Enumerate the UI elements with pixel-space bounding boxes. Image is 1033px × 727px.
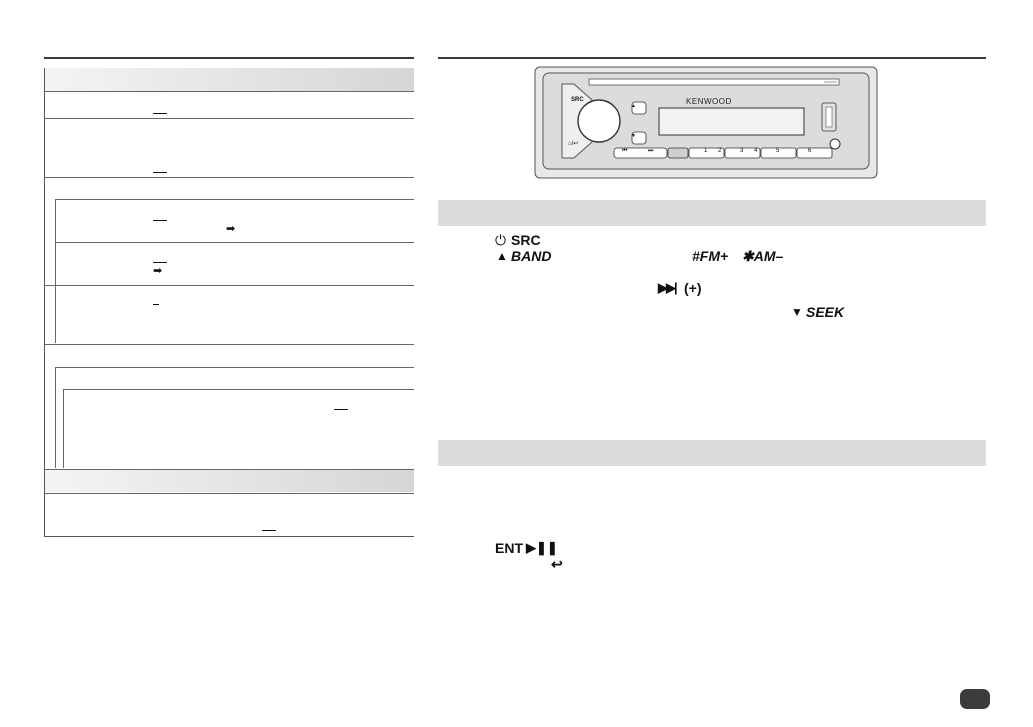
default-underline xyxy=(153,220,167,221)
right-column-top-rule xyxy=(438,57,986,59)
default-underline xyxy=(334,409,348,410)
section-header-bar xyxy=(438,440,986,466)
band-button-ref: BAND xyxy=(511,248,552,264)
preset-3-label: 3 xyxy=(740,148,744,154)
preset-1-label: 1 xyxy=(704,148,708,154)
up-button-label: ▲ xyxy=(631,103,636,109)
fm-plus-button-ref: #FM+ xyxy=(692,248,729,264)
next-track-icon: ▶▶| xyxy=(658,280,676,295)
preset-4-label: 4 xyxy=(754,148,758,154)
brand-logo: KENWOOD xyxy=(686,97,732,106)
faceplate-illustration xyxy=(534,66,878,179)
triangle-up-icon: ▲ xyxy=(496,249,508,263)
power-icon: ⏻ xyxy=(495,232,507,248)
section-header-bar xyxy=(438,200,986,226)
plus-label: (+) xyxy=(684,280,702,296)
enter-button-ref: ENT xyxy=(495,540,523,556)
settings-group-header xyxy=(45,68,414,91)
default-underline xyxy=(153,262,167,263)
arrow-right-icon: ➡ xyxy=(226,223,236,235)
default-underline xyxy=(153,172,167,173)
nested-level-3 xyxy=(63,389,64,468)
triangle-down-icon: ▼ xyxy=(791,305,803,319)
back-arrow-icon: ↩ xyxy=(551,556,563,572)
back-button-label: ⌂/↩ xyxy=(568,141,579,147)
next-button-label: ⏭ xyxy=(648,148,654,154)
default-underline xyxy=(262,530,276,531)
src-button-ref: SRC xyxy=(511,232,541,248)
settings-table xyxy=(44,68,414,537)
preset-2-label: 2 xyxy=(718,148,722,154)
left-column-top-rule xyxy=(44,57,414,59)
seek-button-ref: SEEK xyxy=(806,304,845,320)
default-underline xyxy=(153,113,167,114)
am-minus-button-ref: ✱AM– xyxy=(742,248,784,264)
nested-level-1 xyxy=(55,199,56,343)
default-underline xyxy=(153,304,159,305)
settings-group-header xyxy=(45,469,414,492)
preset-5-label: 5 xyxy=(776,148,780,154)
arrow-right-icon: ➡ xyxy=(153,265,163,277)
nested-level-2 xyxy=(55,367,56,468)
down-button-label: ▼ xyxy=(631,133,636,139)
page-badge xyxy=(960,689,990,709)
preset-6-label: 6 xyxy=(808,148,812,154)
play-pause-icon: ▶❚❚ xyxy=(526,540,558,555)
prev-button-label: ⏮ xyxy=(622,148,628,154)
src-button-label: SRC xyxy=(571,97,584,103)
